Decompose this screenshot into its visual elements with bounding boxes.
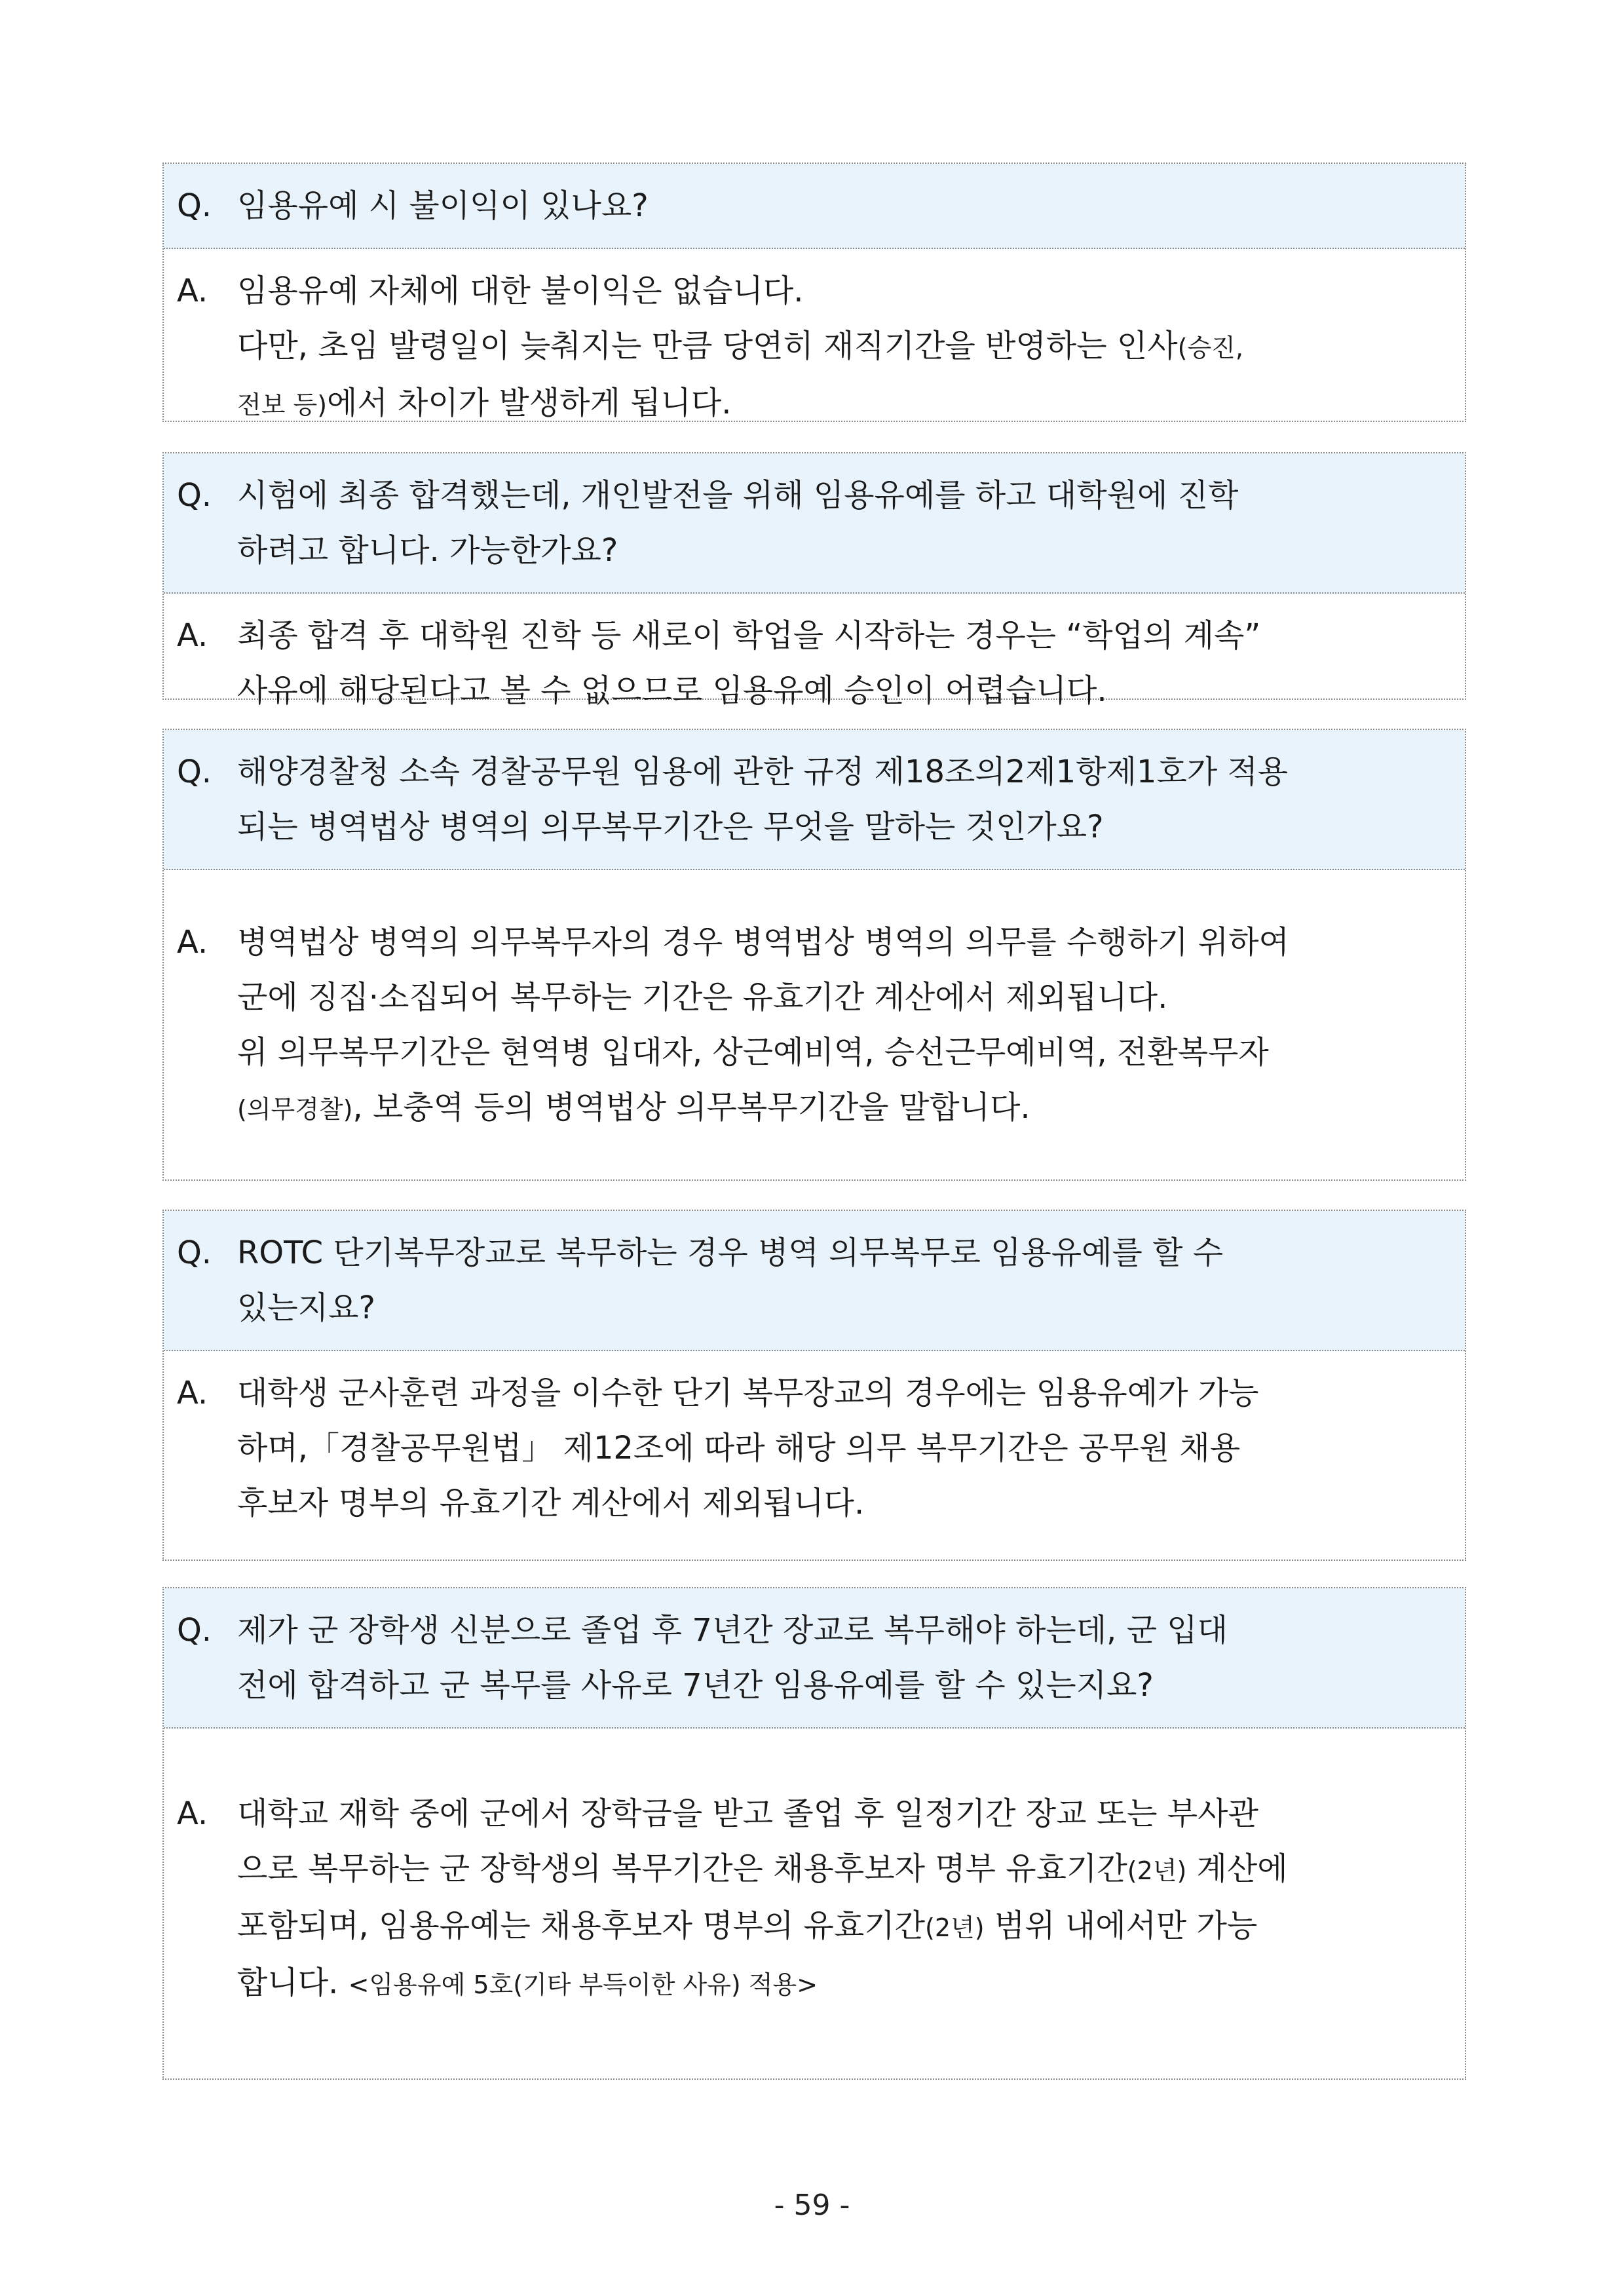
question-label: Q. xyxy=(177,1612,212,1649)
answer-text: 군에 징집·소집되어 복무하는 기간은 유효기간 계산에서 제외됩니다. xyxy=(237,979,1168,1016)
qa-block-4 xyxy=(162,1210,1466,1561)
question-3 xyxy=(164,730,1465,870)
question-text: 전에 합격하고 군 복무를 사유로 7년간 임용유예를 할 수 있는지요? xyxy=(237,1667,1154,1704)
question-text: 시험에 최종 합격했는데, 개인발전을 위해 임용유예를 하고 대학원에 진학 xyxy=(237,477,1239,514)
answer-text: 후보자 명부의 유효기간 계산에서 제외됩니다. xyxy=(237,1485,865,1521)
answer-text: 합니다. <임용유예 5호(기타 부득이한 사유) 적용> xyxy=(237,1964,818,2001)
question-text: ROTC 단기복무장교로 복무하는 경우 병역 의무복무로 임용유예를 할 수 xyxy=(237,1234,1224,1271)
question-4 xyxy=(164,1211,1465,1351)
qa-block-3 xyxy=(162,729,1466,1181)
answer-text: 대학교 재학 중에 군에서 장학금을 받고 졸업 후 일정기간 장교 또는 부사관 xyxy=(237,1795,1258,1832)
question-text: 있는지요? xyxy=(237,1290,375,1326)
qa-block-1 xyxy=(162,163,1466,422)
answer-label: A. xyxy=(177,924,208,961)
question-label: Q. xyxy=(177,1234,212,1271)
question-label: Q. xyxy=(177,754,212,790)
answer-text: 전보 등)에서 차이가 발생하게 됩니다. xyxy=(237,385,732,421)
answer-label: A. xyxy=(177,273,208,309)
question-label: Q. xyxy=(177,477,212,514)
answer-2 xyxy=(164,594,1465,733)
answer-label: A. xyxy=(177,1375,208,1411)
question-text: 제가 군 장학생 신분으로 졸업 후 7년간 장교로 복무해야 하는데, 군 입대 xyxy=(237,1612,1228,1649)
answer-text: 대학생 군사훈련 과정을 이수한 단기 복무장교의 경우에는 임용유예가 가능 xyxy=(237,1375,1259,1411)
answer-4 xyxy=(164,1351,1465,1545)
answer-text: 하며,「경찰공무원법」 제12조에 따라 해당 의무 복무기간은 공무원 채용 xyxy=(237,1430,1241,1466)
question-text: 하려고 합니다. 가능한가요? xyxy=(237,532,618,569)
answer-text: 다만, 초임 발령일이 늦춰지는 만큼 당연히 재직기간을 반영하는 인사(승진, xyxy=(237,328,1243,364)
question-5 xyxy=(164,1588,1465,1729)
question-1 xyxy=(164,164,1465,249)
answer-text: 최종 합격 후 대학원 진학 등 새로이 학업을 시작하는 경우는 “학업의 계속” xyxy=(237,617,1261,654)
answer-label: A. xyxy=(177,1795,208,1832)
question-text: 임용유예 시 불이익이 있나요? xyxy=(237,187,649,224)
answer-text: 포함되며, 임용유예는 채용후보자 명부의 유효기간(2년) 범위 내에서만 가능 xyxy=(237,1907,1258,1944)
answer-text: 으로 복무하는 군 장학생의 복무기간은 채용후보자 명부 유효기간(2년) 계산에 xyxy=(237,1850,1288,1887)
answer-5 xyxy=(164,1729,1465,2027)
answer-text: 임용유예 자체에 대한 불이익은 없습니다. xyxy=(237,273,804,309)
answer-text: 위 의무복무기간은 현역병 입대자, 상근예비역, 승선근무예비역, 전환복무자 xyxy=(237,1034,1269,1071)
page-number: - 59 - xyxy=(774,2189,850,2222)
answer-1 xyxy=(164,249,1465,447)
question-label: Q. xyxy=(177,187,212,224)
qa-block-5 xyxy=(162,1587,1466,2080)
qa-block-2 xyxy=(162,452,1466,709)
question-text: 해양경찰청 소속 경찰공무원 임용에 관한 규정 제18조의2제1항제1호가 적용 xyxy=(237,754,1289,790)
answer-text: 병역법상 병역의 의무복무자의 경우 병역법상 병역의 의무를 수행하기 위하여 xyxy=(237,924,1289,961)
answer-3 xyxy=(164,870,1465,1151)
question-2 xyxy=(164,453,1465,594)
answer-label: A. xyxy=(177,617,208,654)
answer-text: 사유에 해당된다고 볼 수 없으므로 임용유예 승인이 어렵습니다. xyxy=(237,672,1107,709)
answer-text: (의무경찰), 보충역 등의 병역법상 의무복무기간을 말합니다. xyxy=(237,1089,1030,1126)
question-text: 되는 병역법상 병역의 의무복무기간은 무엇을 말하는 것인가요? xyxy=(237,809,1104,845)
